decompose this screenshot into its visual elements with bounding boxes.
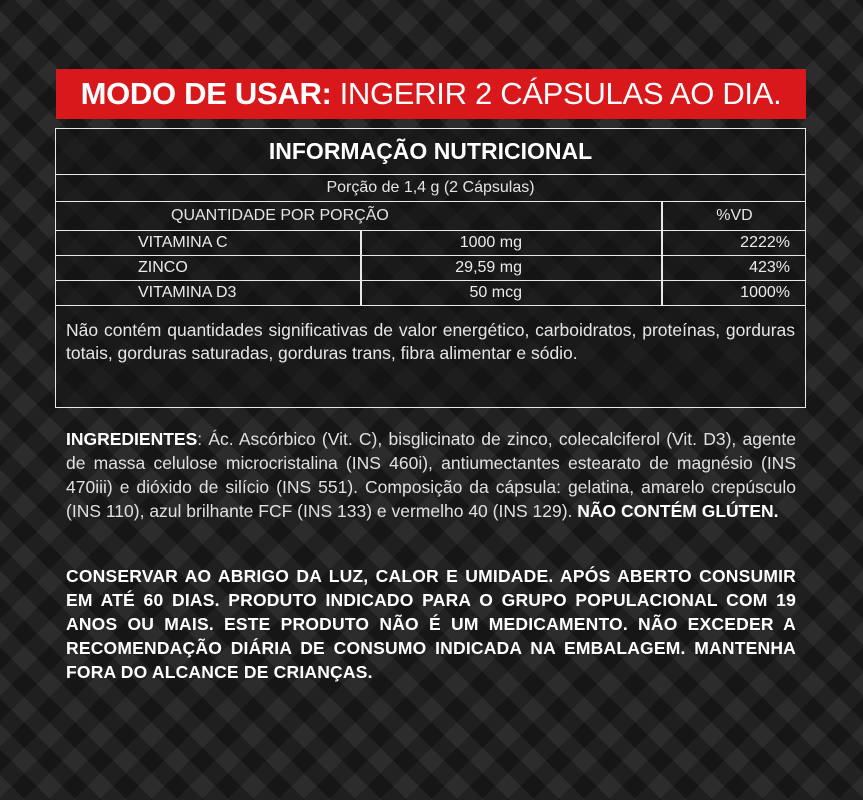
- gluten-statement: NÃO CONTÉM GLÚTEN.: [577, 501, 779, 521]
- nutrient-amount: 29,59 mg: [455, 259, 522, 276]
- usage-banner: [56, 69, 806, 119]
- ingredients-paragraph: [66, 427, 796, 523]
- nutrient-vd: 2222%: [740, 234, 790, 251]
- nutrient-name: VITAMINA C: [138, 234, 228, 251]
- nutrient-vd: 1000%: [740, 284, 790, 301]
- table-row: [56, 256, 805, 281]
- table-row: [56, 231, 805, 256]
- usage-text: INGERIR 2 CÁPSULAS AO DIA.: [339, 76, 782, 111]
- nutrition-note: Não contém quantidades significativas de valor energético, carboidratos, proteínas, gorduras totais, gorduras saturadas, gorduras trans, fibra alimentar e sódio.: [66, 320, 795, 363]
- header-vd: %VD: [716, 207, 753, 224]
- nutrient-amount: 50 mcg: [469, 284, 522, 301]
- ingredients-text: : Ác. Ascórbico (Vit. C), bisglicinato de zinco, colecalciferol (Vit. D3), agente de massa celulose microcristalina (INS 460i), antiumectantes estearato de magnésio (INS 470iii) e dióxido de silício (INS 551). Composição da cápsula: gelatina, amarelo crepúsculo (INS 110), azul brilhante FCF (INS 133) e vermelho 40 (INS 129).: [66, 429, 796, 521]
- usage-label: MODO DE USAR:: [80, 76, 332, 111]
- ingredients-label: INGREDIENTES: [66, 429, 198, 449]
- header-quantity: QUANTIDADE POR PORÇÃO: [171, 207, 389, 224]
- nutrition-table: [55, 128, 806, 408]
- nutrient-vd: 423%: [749, 259, 790, 276]
- nutrient-name: VITAMINA D3: [138, 284, 237, 301]
- nutrition-title: INFORMAÇÃO NUTRICIONAL: [56, 129, 805, 175]
- storage-warning: CONSERVAR AO ABRIGO DA LUZ, CALOR E UMIDADE. APÓS ABERTO CONSUMIR EM ATÉ 60 DIAS. PRODUTO INDICADO PARA O GRUPO POPULACIONAL COM 19 ANOS OU MAIS. ESTE PRODUTO NÃO É UM MEDICAMENTO. NÃO EXCEDER A RECOMENDAÇÃO DIÁRIA DE CONSUMO INDICADA NA EMBALAGEM. MANTENHA FORA DO ALCANCE DE CRIANÇAS.: [66, 566, 796, 682]
- nutrient-name: ZINCO: [138, 259, 188, 276]
- table-header: [56, 202, 805, 231]
- nutrient-amount: 1000 mg: [459, 234, 522, 251]
- table-row: [56, 281, 805, 306]
- portion-size: Porção de 1,4 g (2 Cápsulas): [56, 175, 805, 202]
